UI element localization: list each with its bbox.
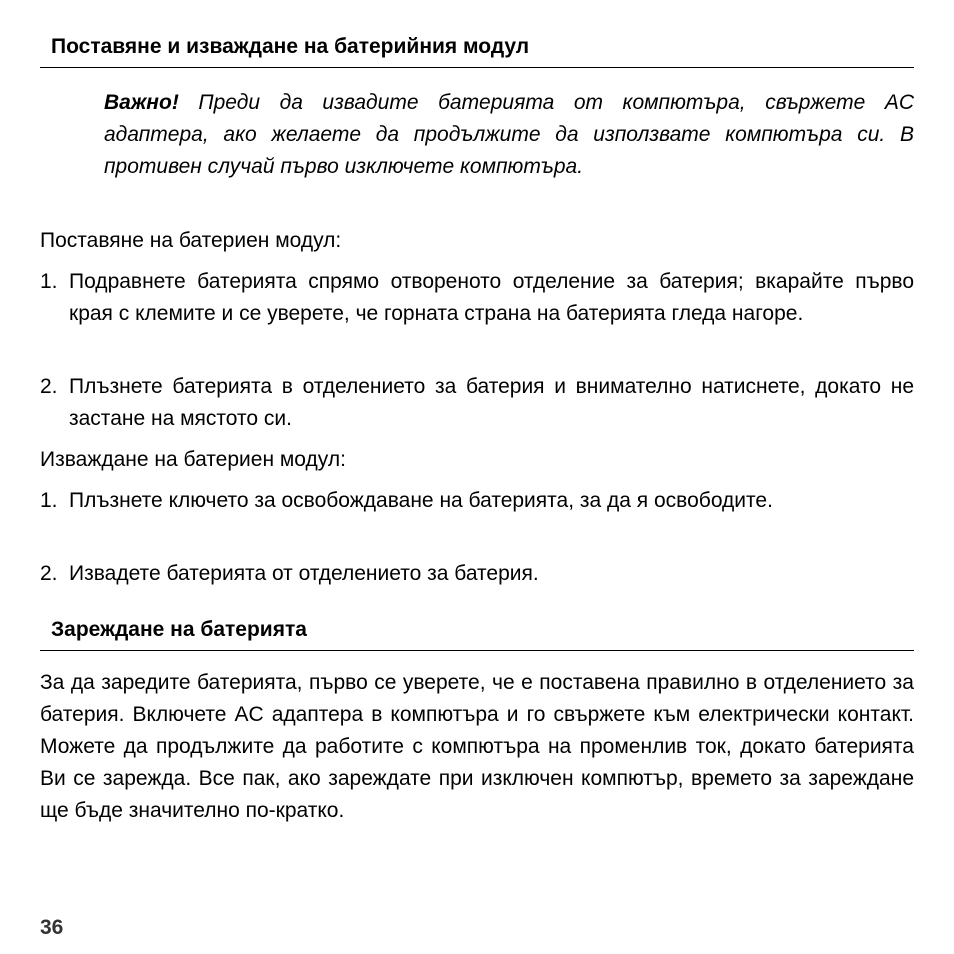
step-number: 1. [40,270,58,293]
step-text: Плъзнете батерията в отделението за батерия и внимателно натиснете, докато не застане на мястото си. [69,375,914,430]
remove-step-1 [40,485,914,517]
section-title: Зареждане на батерията [51,618,307,641]
remove-lead: Изваждане на батериен модул: [40,448,346,471]
step-number: 2. [40,375,58,398]
insert-step-2 [40,371,914,435]
charging-paragraph: За да заредите батерията, първо се уверете, че е поставена правилно в отделението за батерия. Включете AC адаптера в компютъра и го свържете към електрически контакт. Можете да продължите да работите с компютъра на променлив ток, докато батерията Ви се зарежда. Все пак, ако зареждате при изключен компютър, времето за зареждане ще бъде значително по-кратко. [40,671,914,822]
step-number: 1. [40,489,58,512]
step-text: Плъзнете ключето за освобождаване на батерията, за да я освободите. [69,489,773,512]
note-text: Преди да извадите батерията от компютъра, свържете AC адаптера, ако желаете да продължите да използвате компютъра си. В противен случай първо изключете компютъра. [104,91,914,178]
step-text: Извадете батерията от отделението за батерия. [69,562,539,585]
step-text: Подравнете батерията спрямо отвореното отделение за батерия; вкарайте първо края с клемите и се уверете, че горната страна на батерията гледа нагоре. [69,270,914,325]
remove-step-2 [40,558,914,590]
step-number: 2. [40,562,58,585]
insert-step-1 [40,266,914,330]
page-number: 36 [40,916,64,939]
section-title: Поставяне и изваждане на батерийния модул [51,35,530,58]
section-heading-battery-module [40,34,914,68]
note-label: Важно! [104,91,179,114]
important-note [104,87,914,183]
section-heading-charging [40,617,914,651]
insert-lead: Поставяне на батериен модул: [40,229,342,252]
